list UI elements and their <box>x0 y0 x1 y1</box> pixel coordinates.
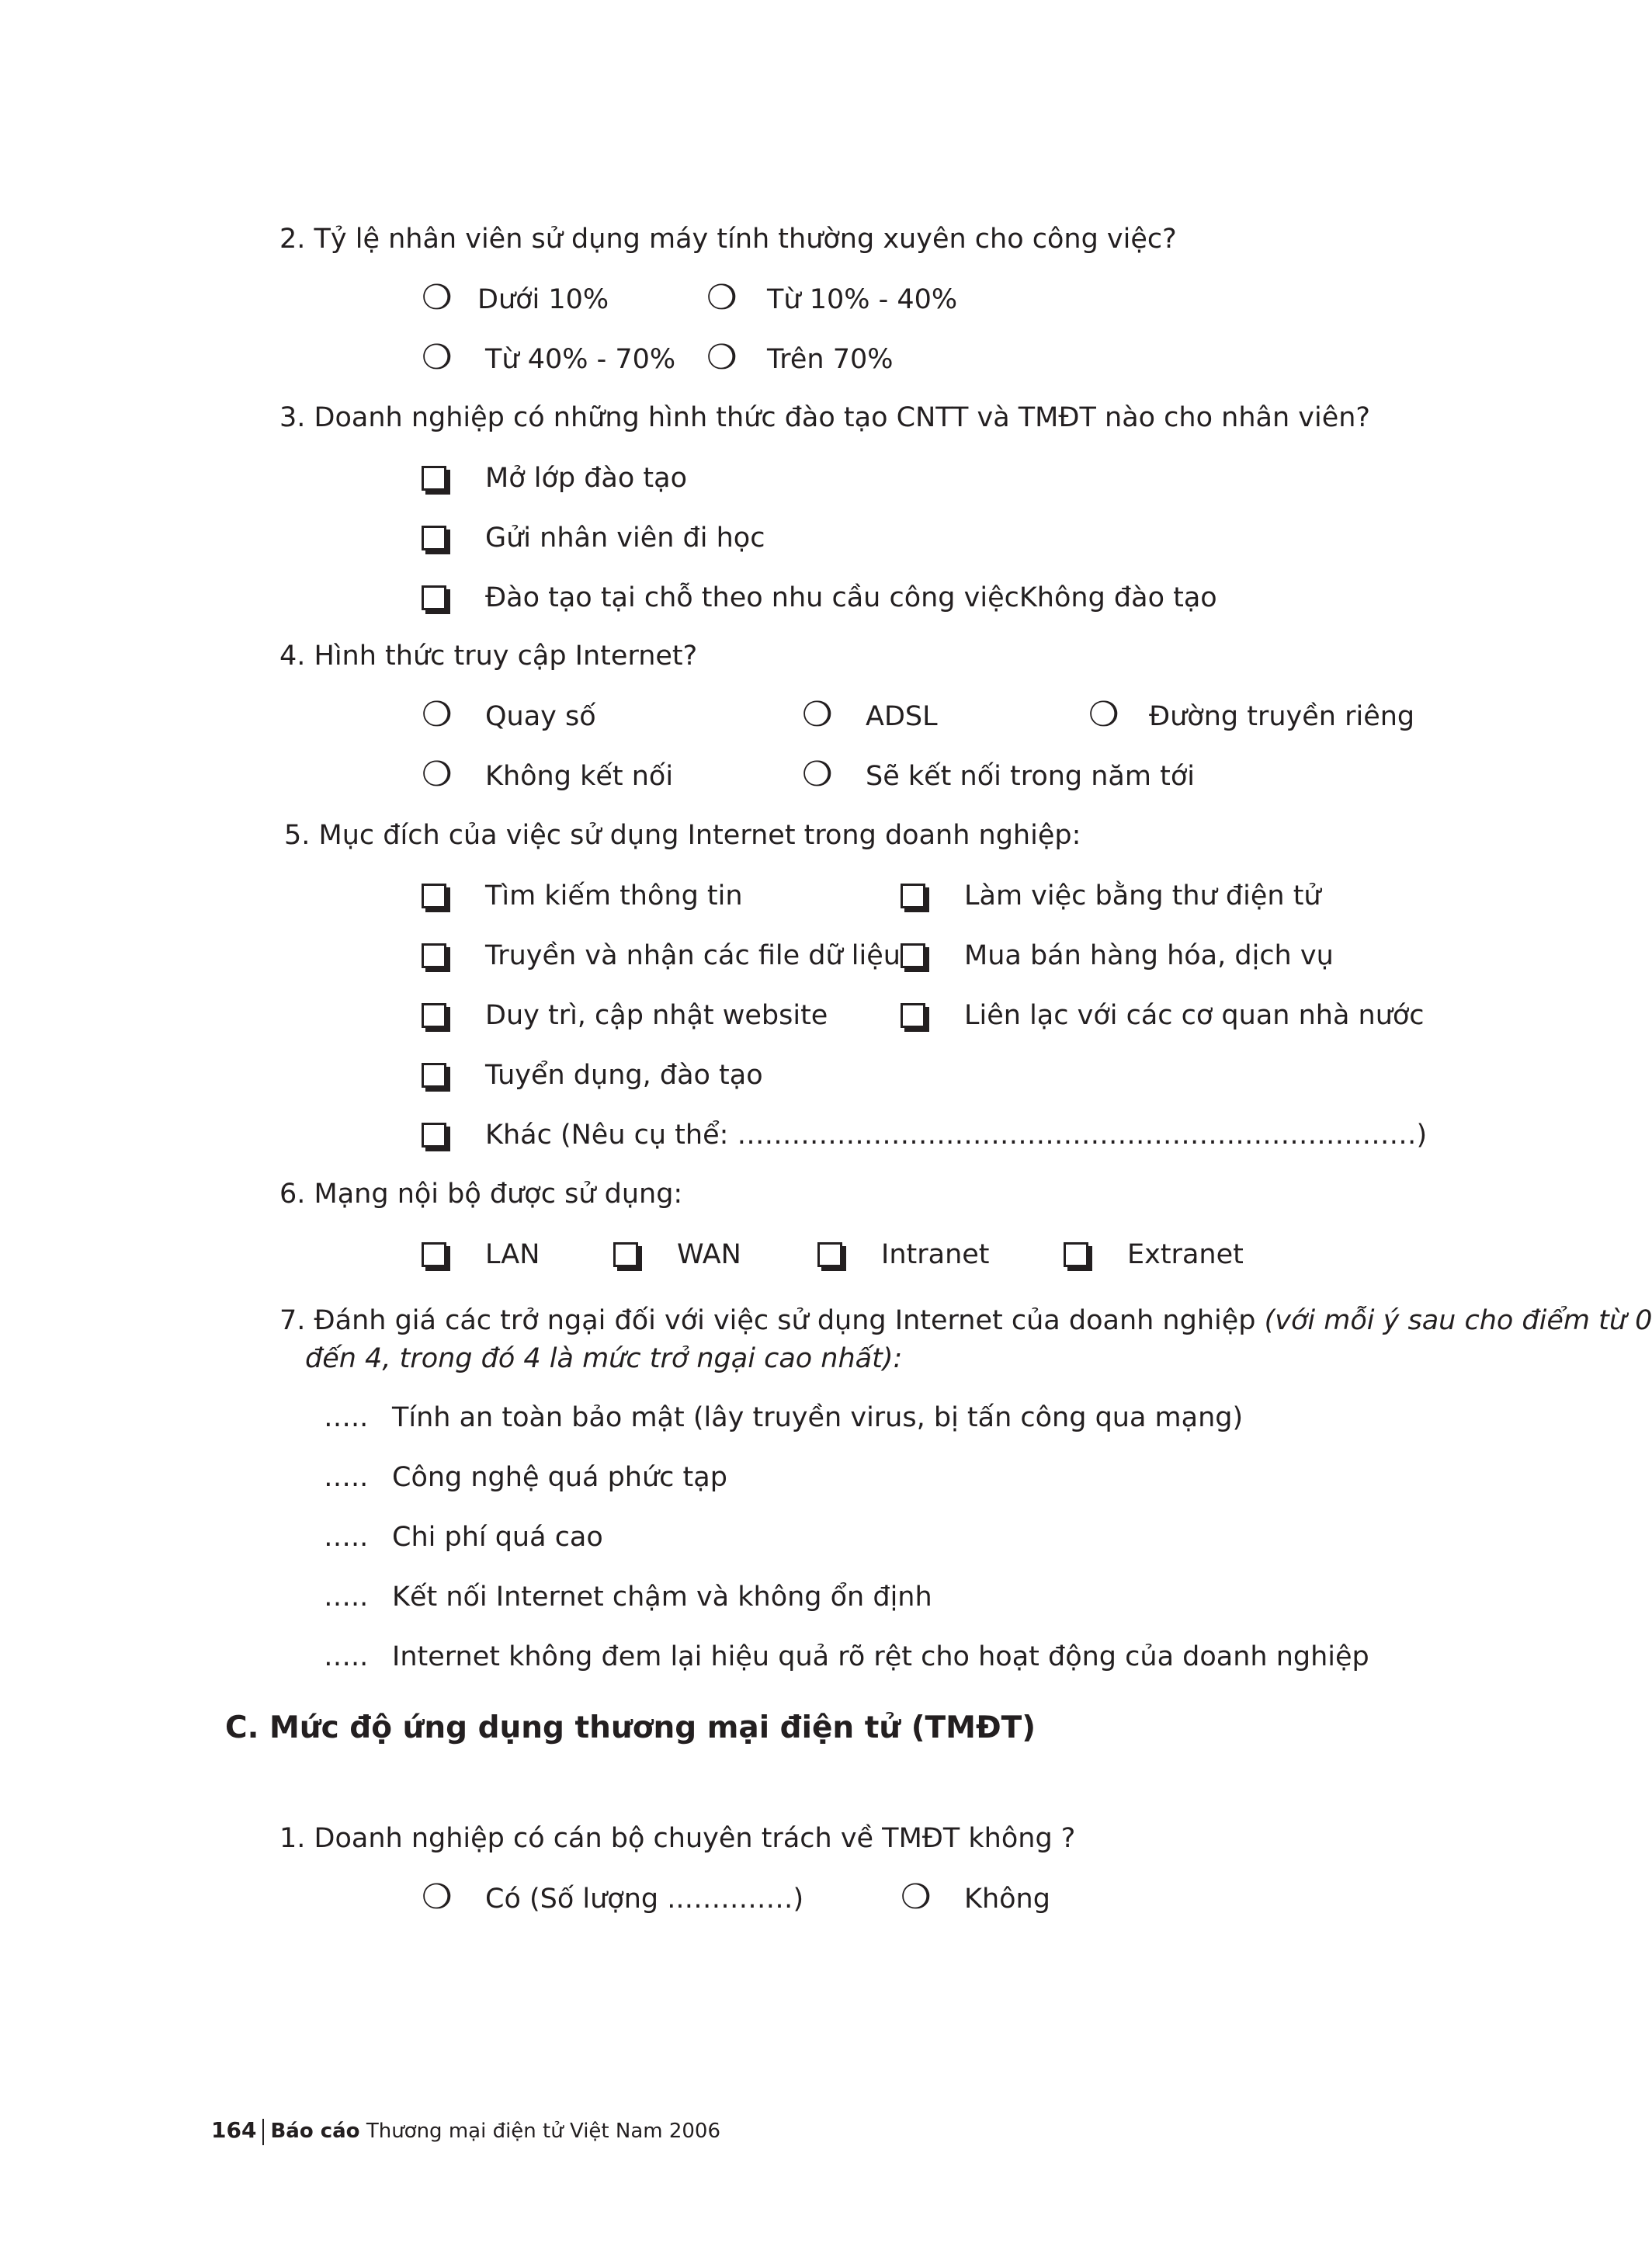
radio-circle-icon[interactable]: ❍ <box>802 695 833 734</box>
checkbox-icon[interactable] <box>422 1063 446 1088</box>
checkbox-icon[interactable] <box>422 1242 446 1267</box>
checkbox-icon[interactable] <box>422 943 446 968</box>
checkbox-icon[interactable] <box>422 466 446 491</box>
footer-report-label: Báo cáo <box>270 2120 360 2143</box>
radio-circle-icon[interactable]: ❍ <box>422 338 453 377</box>
checkbox-icon[interactable] <box>613 1242 638 1267</box>
radio-circle-icon[interactable]: ❍ <box>706 278 738 318</box>
radio-circle-icon[interactable]: ❍ <box>422 278 453 318</box>
checkbox-icon[interactable] <box>817 1242 842 1267</box>
question-7: 7. Đánh giá các trở ngại đối với việc sử dụng Internet của doanh nghiệp (với mỗi ý sau cho điểm từ 0 <box>279 1305 1652 1336</box>
radio-circle-icon[interactable]: ❍ <box>422 695 453 734</box>
page-number: 164 <box>211 2117 257 2143</box>
footer-report-title: Thương mại điện tử Việt Nam 2006 <box>366 2120 721 2143</box>
checkbox-icon[interactable] <box>1064 1242 1088 1267</box>
checkbox-icon[interactable] <box>422 1123 446 1148</box>
section-heading: C. Mức độ ứng dụng thương mại điện tử (TMĐT) <box>225 1710 1036 1745</box>
question-6: 6. Mạng nội bộ được sử dụng: <box>279 1179 683 1210</box>
checkbox-icon[interactable] <box>901 943 925 968</box>
footer-divider <box>262 2119 264 2145</box>
page-footer <box>211 2116 720 2145</box>
checkbox-icon[interactable] <box>901 884 925 908</box>
question-7-note-2: đến 4, trong đó 4 là mức trở ngại cao nhất): <box>305 1343 903 1374</box>
checkbox-icon[interactable] <box>422 585 446 610</box>
question-4: 4. Hình thức truy cập Internet? <box>279 641 698 672</box>
checkbox-icon[interactable] <box>422 1003 446 1028</box>
radio-circle-icon[interactable]: ❍ <box>802 755 833 794</box>
question-7-note-1: (với mỗi ý sau cho điểm từ 0 <box>1264 1305 1652 1336</box>
checkbox-icon[interactable] <box>422 526 446 550</box>
radio-circle-icon[interactable]: ❍ <box>422 755 453 794</box>
radio-circle-icon[interactable]: ❍ <box>1088 695 1119 734</box>
question-5: 5. Mục đích của việc sử dụng Internet trong doanh nghiệp: <box>284 820 1081 851</box>
checkbox-icon[interactable] <box>901 1003 925 1028</box>
radio-circle-icon[interactable]: ❍ <box>901 1877 932 1917</box>
question-3: 3. Doanh nghiệp có những hình thức đào tạo CNTT và TMĐT nào cho nhân viên? <box>279 402 1370 433</box>
radio-circle-icon[interactable]: ❍ <box>706 338 738 377</box>
checkbox-icon[interactable] <box>422 884 446 908</box>
section-c-question-1: 1. Doanh nghiệp có cán bộ chuyên trách về TMĐT không ? <box>279 1823 1076 1854</box>
radio-circle-icon[interactable]: ❍ <box>422 1877 453 1917</box>
question-2: 2. Tỷ lệ nhân viên sử dụng máy tính thường xuyên cho công việc? <box>279 224 1177 255</box>
